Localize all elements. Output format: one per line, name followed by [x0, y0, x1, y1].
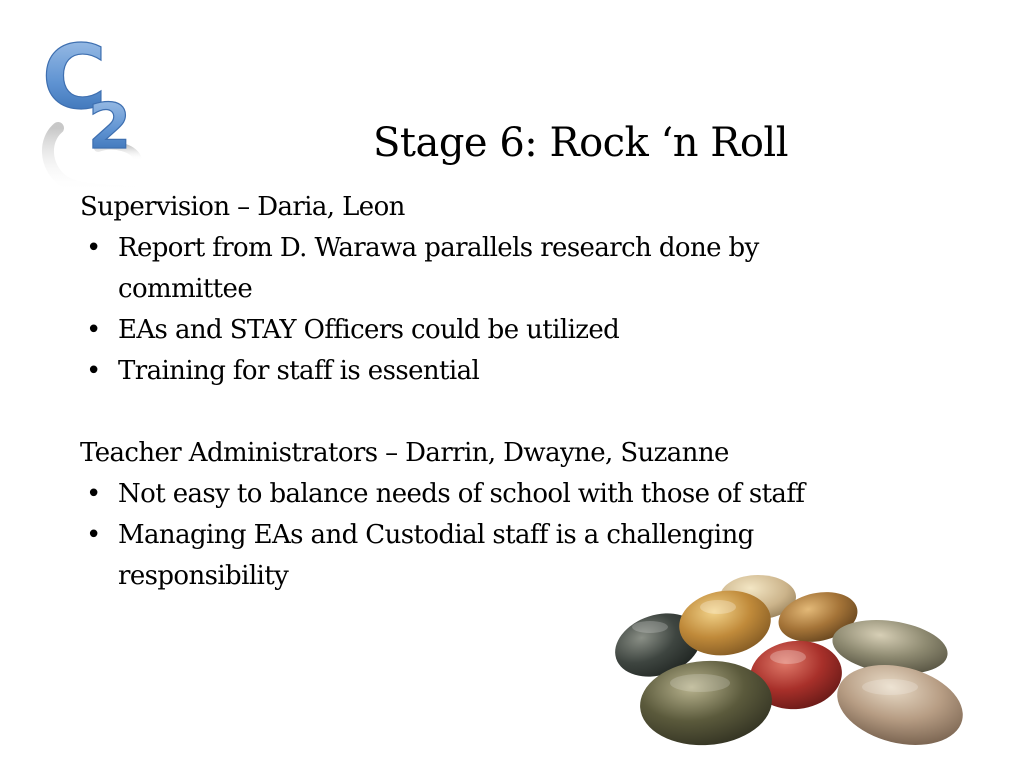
slide-body — [80, 187, 880, 597]
bullet-list-supervision — [80, 228, 880, 392]
bullet-item: • Report from D. Warawa parallels research done by committee — [80, 228, 853, 310]
bullet-item: • EAs and STAY Officers could be utilized — [80, 310, 853, 351]
slide-title: Stage 6: Rock ‘n Roll — [373, 120, 788, 166]
bullet-item: • Training for staff is essential — [80, 351, 853, 392]
section-heading-supervision: Supervision – Daria, Leon — [80, 192, 405, 222]
section-heading-teacher-administrators: Teacher Administrators – Darrin, Dwayne, Suzanne — [80, 438, 729, 468]
c2-logo — [38, 30, 153, 195]
logo-digit: 2 — [88, 90, 132, 163]
logo-letter: C — [42, 30, 107, 129]
stones-image — [600, 575, 995, 768]
spacer — [80, 392, 880, 433]
bullet-item: • Not easy to balance needs of school with those of staff — [80, 474, 853, 515]
bullet-item: • Managing EAs and Custodial staff is a challenging responsibility — [80, 515, 853, 597]
